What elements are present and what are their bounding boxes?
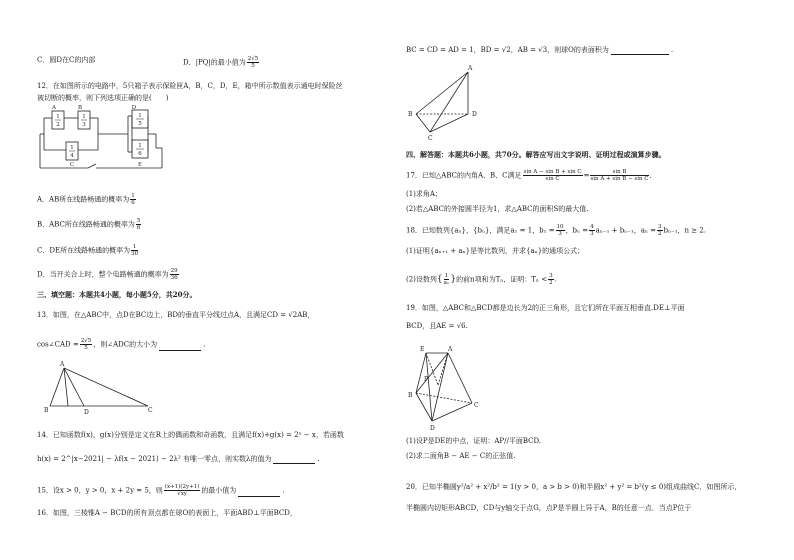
q12-line-2: 被切断的概率，则下列选项正确的是( ) (37, 94, 169, 102)
poly-label-e: E (420, 346, 425, 353)
box-a-num: 1 (56, 114, 60, 120)
q20-line-2: 半椭圆内切矩形ABCD，CD与y轴交于点G，点P是半圆上异于A，B的任意一点．当点P位于 (406, 504, 692, 512)
q18-line-1: 18．已知数列{aₙ}，{bₙ}，满足a₁ = 1，b₁ = $\frac{10}{3}$ ，bₙ = $\frac{4}{3}$ aₙ₋₁ + bₙ₋₁，aₙ = $\frac{3}{2}$ bₙ₋₁，n ≥ 2. (406, 224, 707, 237)
q19-line-2: BCD，且AE = √6. (406, 322, 468, 330)
q18-part-2: (2)设数列{ $\frac{1}{\text{aₙ}}$ }的前n项和为Tₙ，证明：Tₙ < $\frac{3}{2}$ . (406, 273, 557, 286)
box-e-label: E (137, 162, 143, 168)
q12-option-c: C．DE所在线路畅通的概率为 $\frac{1}{30}$ (37, 244, 139, 257)
q12-option-d: D．当开关合上时，整个电路畅通的概率为 $\frac{29}{36}$ (37, 268, 178, 281)
section-3-heading: 三、填空题：本题共4小题，每小题5分，共20分。 (37, 290, 197, 299)
tri-label-a: A (60, 361, 65, 368)
tet-label-d: D (472, 111, 477, 118)
box-d-label: D (131, 105, 137, 111)
q16-line-2: BC = CD = AD = 1，BD = √2，AB = √3，则球O的表面积为 . (406, 46, 674, 54)
q17-part-1: (1)求角A； (406, 190, 442, 198)
q19-line-1: 19．如图，△ABC和△BCD都是边长为2的正三角形，且它们所在平面互相垂直.DE⊥平面 (406, 304, 685, 312)
tet-label-a: A (468, 65, 473, 72)
q14-line-1: 14．已知函数f(x)，g(x)分别是定义在R上的偶函数和奇函数，且满足f(x)+g(x) = 2ˣ − x，若函数 (37, 431, 344, 439)
q16-line-1: 16．如图，三棱锥A − BCD的所有顶点都在球O的表面上，平面ABD⊥平面BCD， (37, 509, 297, 517)
box-c-num: 1 (70, 145, 74, 151)
box-a-den: 2 (56, 122, 60, 128)
q18-part-1: (1)证明{aₙ₊₁ + aₙ}是等比数列，并求{aₙ}的通项公式； (406, 247, 585, 255)
box-a-label: A (52, 105, 56, 111)
tri-label-d: D (84, 409, 89, 416)
section-4-heading: 四、解答题：本题共6小题，共70分。解答应写出文字说明、证明过程或演算步骤。 (406, 150, 666, 159)
poly-label-c: C (474, 402, 479, 409)
tet-label-b: B (408, 111, 413, 118)
box-b-num: 1 (82, 114, 86, 120)
q11-option-c: C．圆D在C的内部 (37, 56, 96, 64)
q13-line-1: 13．如图，在△ABC中，点D在BC边上，BD的垂直平分线过点A，且满足CD = √2AB， (37, 311, 315, 319)
poly-label-a: A (448, 346, 453, 353)
q13-line-2: cos∠CAD = $\frac{2√5}{5}$ ，则∠ADC的大小为 . (37, 338, 206, 351)
q19-part-2: (2)求二面角B − AE − C的正弦值. (406, 452, 516, 460)
box-e-num: 1 (138, 143, 142, 149)
q17-line: 17．已知△ABC的内角A、B、C满足 $\frac{\text{sin A − sin B + sin C}}{\text{sin C}}$ = $\frac{\text{sin B}}{\text{sin A + sin B − sin C}}$ ． (406, 169, 657, 182)
circuit-diagram (36, 105, 168, 174)
poly-label-p: P (424, 376, 429, 383)
tetrahedron-figure (406, 64, 486, 142)
tri-label-c: C (148, 407, 153, 414)
q15-line: 15．设x > 0，y > 0，x + 2y = 5，则 $\frac{(x+1)(2y+1)}{√xy}$ 的最小值为 . (37, 484, 285, 497)
triangle-figure (40, 362, 158, 414)
q12-option-b: B．ABC所在线路畅通的概率为 $\frac{5}{6}$ (37, 218, 141, 231)
box-c-den: 4 (70, 153, 74, 159)
box-d-den: 5 (138, 121, 142, 127)
poly-label-b: B (408, 392, 413, 399)
polyhedron-figure (404, 345, 484, 431)
box-c-label: C (69, 162, 75, 168)
tet-label-c: C (428, 135, 433, 142)
box-e-den: 6 (138, 151, 142, 157)
q19-part-1: (1)设P是DE的中点，证明：AP//平面BCD. (406, 437, 542, 445)
q11-option-d: D．|PQ|的最小值为 $\frac{2√5}{5}$ (183, 56, 259, 69)
box-b-den: 3 (82, 122, 86, 128)
tri-label-b: B (44, 407, 49, 414)
q12-line-1: 12．在如图所示的电路中，5只箱子表示保险匣A，B，C，D，E，箱中所示数值表示通电时保险丝 (37, 82, 343, 90)
box-b-label: B (77, 105, 83, 111)
q12-option-a: A．AB所在线路畅通的概率为 $\frac{1}{6}$ (37, 193, 135, 206)
poly-label-d: D (430, 425, 435, 432)
q17-part-2: (2)若△ABC的外接圆半径为1，求△ABC的面积S的最大值. (406, 205, 589, 213)
box-d-num: 1 (138, 113, 142, 119)
q14-line-2: h(x) = 2^|x−2021| − λf(x − 2021) − 2λ² 有唯一零点，则实数λ的值为 . (37, 455, 320, 463)
q20-line-1: 20．已知半椭圆y²/a² + x²/b² = 1(y > 0，a > b > 0)和半圆x² + y² = b²(y ≤ 0)组成曲线C．如图所示， (406, 483, 742, 491)
